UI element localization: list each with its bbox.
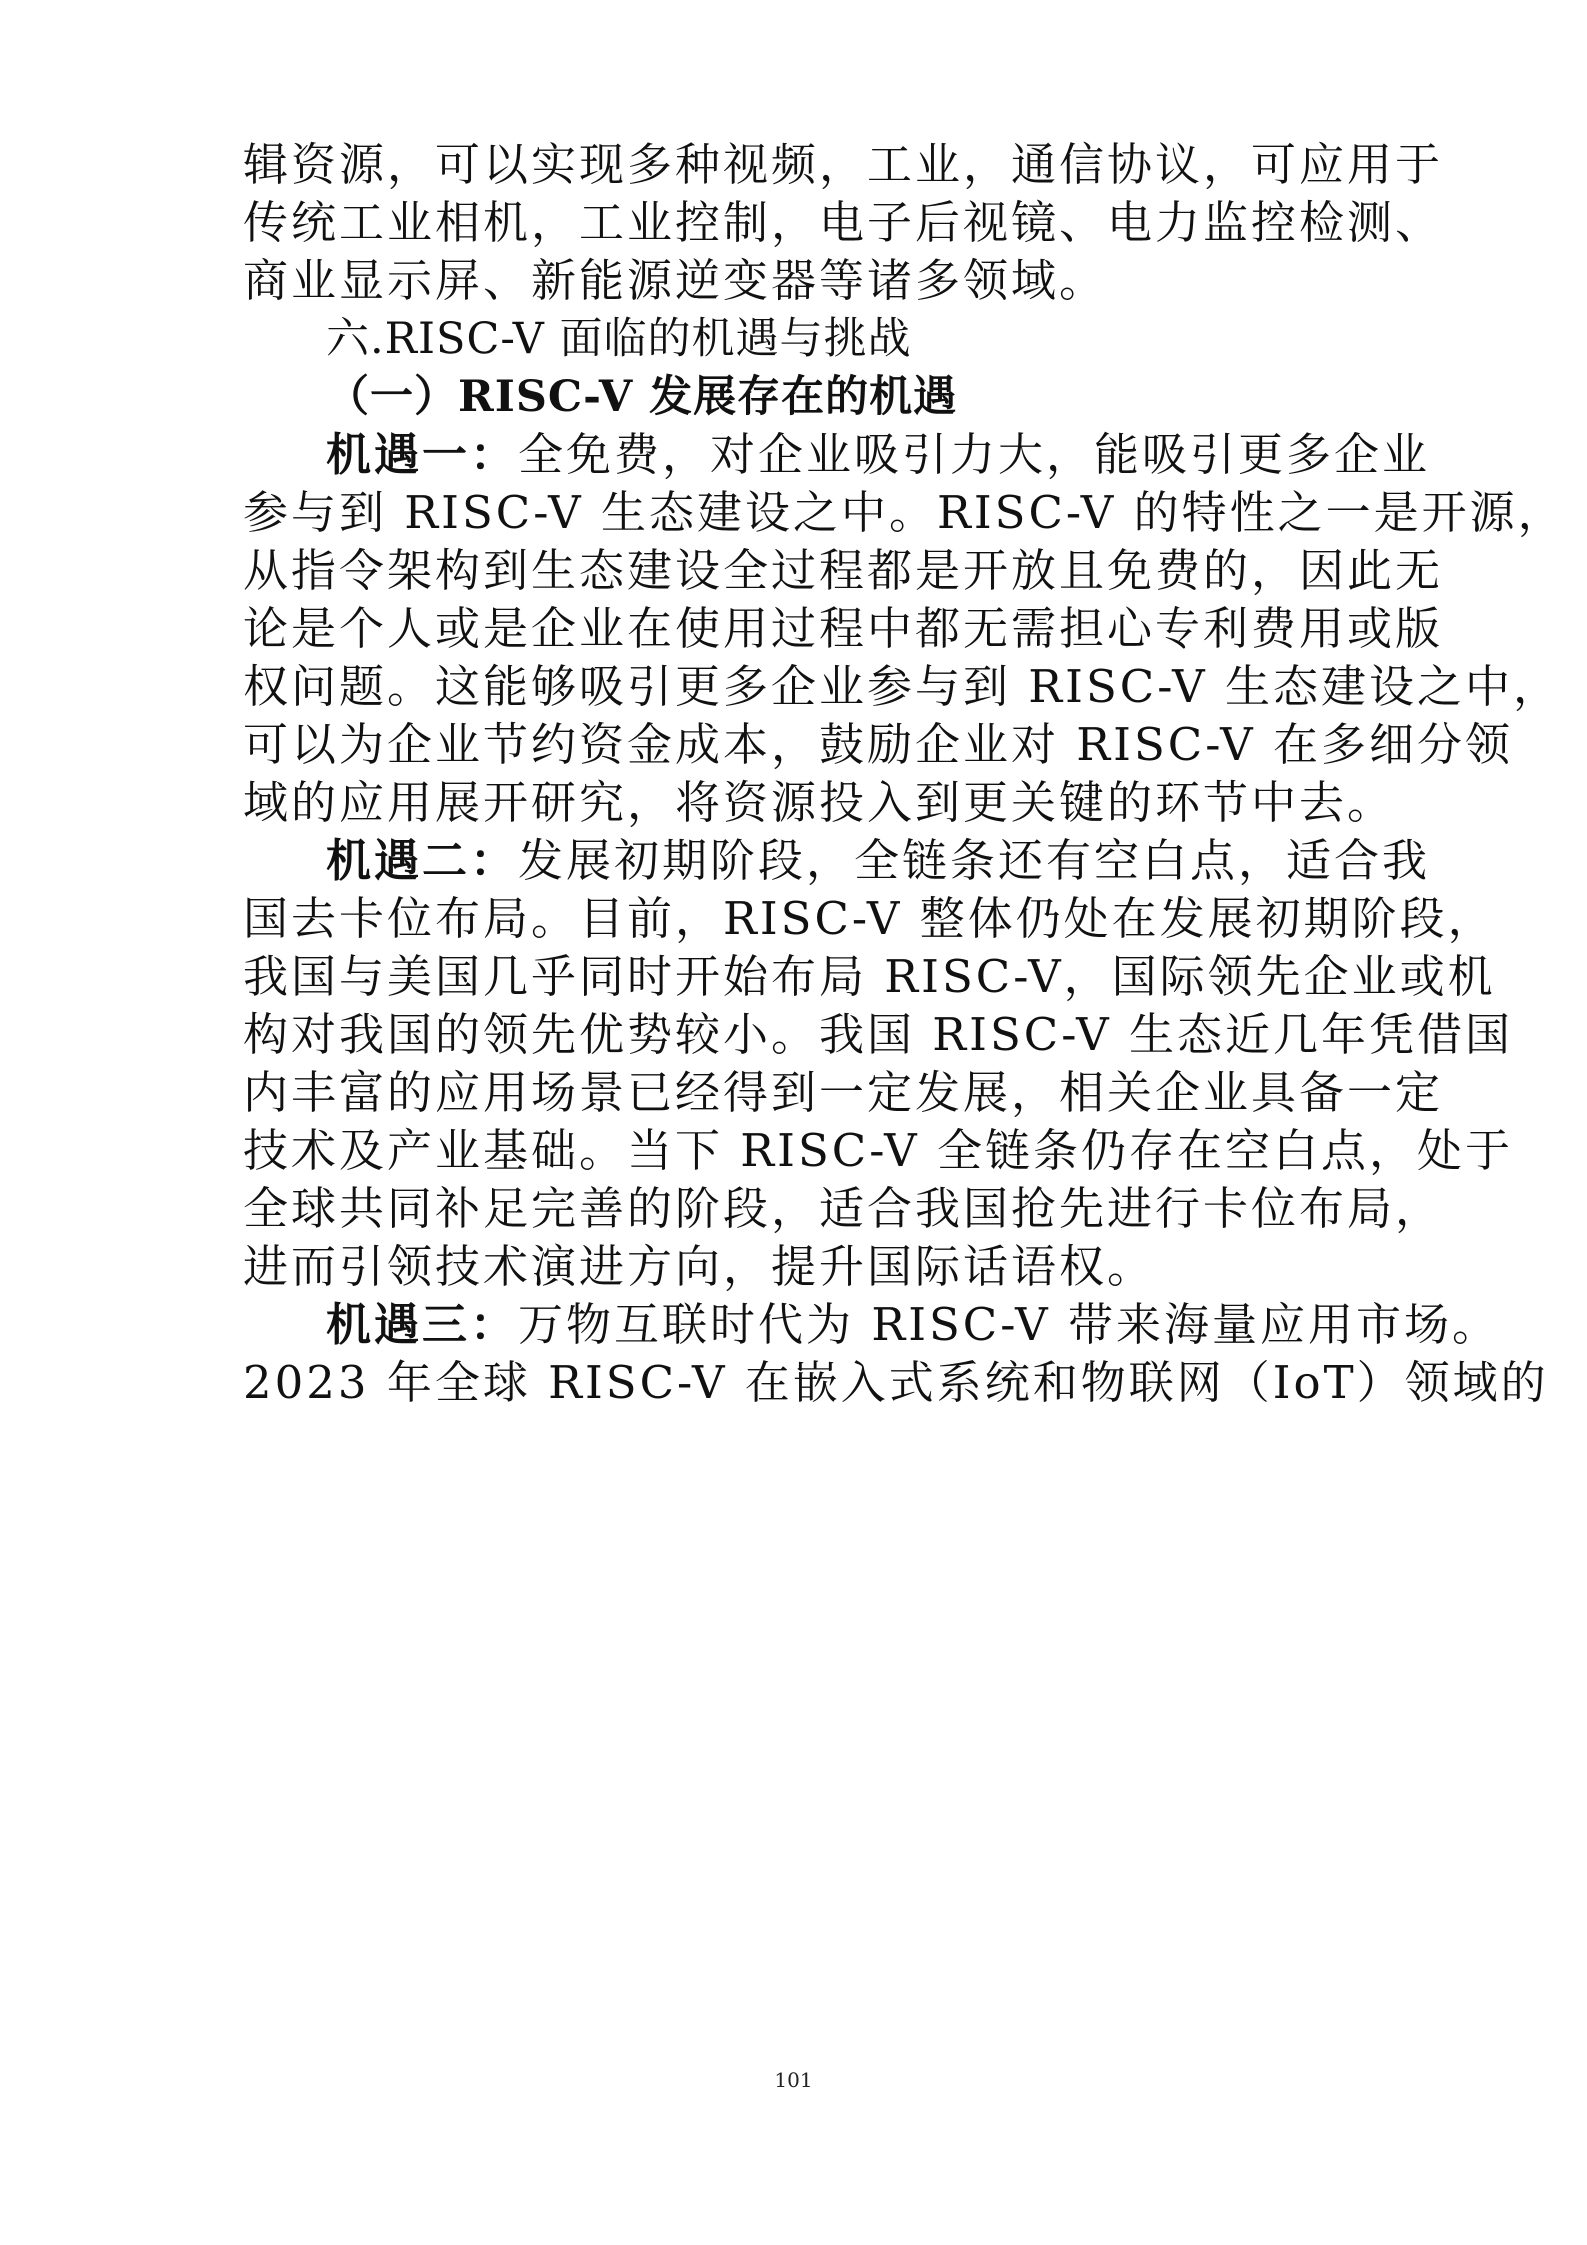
body-line: 我国与美国几乎同时开始布局 RISC-V，国际领先企业或机 xyxy=(243,950,1496,1003)
paragraph-first-line xyxy=(326,1295,1500,1355)
body-line: 权问题。这能够吸引更多企业参与到 RISC-V 生态建设之中， xyxy=(243,660,1561,713)
body-line: 2023 年全球 RISC-V 在嵌入式系统和物联网（IoT）领域的 xyxy=(243,1356,1549,1409)
page-number: 101 xyxy=(774,2068,813,2092)
body-line: 可以为企业节约资金成本，鼓励企业对 RISC-V 在多细分领 xyxy=(243,718,1513,771)
paragraph-first-line xyxy=(326,831,1431,891)
section-heading: 六.RISC-V 面临的机遇与挑战 xyxy=(326,314,912,364)
body-line: 商业显示屏、新能源逆变器等诸多领域。 xyxy=(243,254,1108,307)
body-line: 全球共同补足完善的阶段，适合我国抢先进行卡位布局， xyxy=(243,1182,1444,1235)
paragraph-first-line xyxy=(326,425,1431,485)
subsection-heading: （一）RISC-V 发展存在的机遇 xyxy=(326,372,958,422)
body-line: 辑资源，可以实现多种视频，工业，通信协议，可应用于 xyxy=(243,138,1444,191)
opportunity-lead: 机遇三： xyxy=(326,1298,519,1351)
opportunity-text: 发展初期阶段，全链条还有空白点，适合我 xyxy=(518,834,1431,887)
opportunity-lead: 机遇二： xyxy=(326,834,519,887)
body-line: 国去卡位布局。目前，RISC-V 整体仍处在发展初期阶段， xyxy=(243,892,1496,945)
opportunity-lead: 机遇一： xyxy=(326,428,519,481)
body-line: 论是个人或是企业在使用过程中都无需担心专利费用或版 xyxy=(243,602,1444,655)
body-line: 从指令架构到生态建设全过程都是开放且免费的，因此无 xyxy=(243,544,1444,597)
opportunity-text: 万物互联时代为 RISC-V 带来海量应用市场。 xyxy=(518,1298,1500,1351)
body-line: 技术及产业基础。当下 RISC-V 全链条仍存在空白点，处于 xyxy=(243,1124,1513,1177)
body-line: 内丰富的应用场景已经得到一定发展，相关企业具备一定 xyxy=(243,1066,1444,1119)
opportunity-text: 全免费，对企业吸引力大，能吸引更多企业 xyxy=(518,428,1431,481)
body-line: 传统工业相机，工业控制，电子后视镜、电力监控检测、 xyxy=(243,196,1444,249)
body-line: 进而引领技术演进方向，提升国际话语权。 xyxy=(243,1240,1156,1293)
body-line: 参与到 RISC-V 生态建设之中。RISC-V 的特性之一是开源， xyxy=(243,486,1566,539)
body-line: 构对我国的领先优势较小。我国 RISC-V 生态近几年凭借国 xyxy=(243,1008,1513,1061)
body-line: 域的应用展开研究，将资源投入到更关键的环节中去。 xyxy=(243,776,1396,829)
